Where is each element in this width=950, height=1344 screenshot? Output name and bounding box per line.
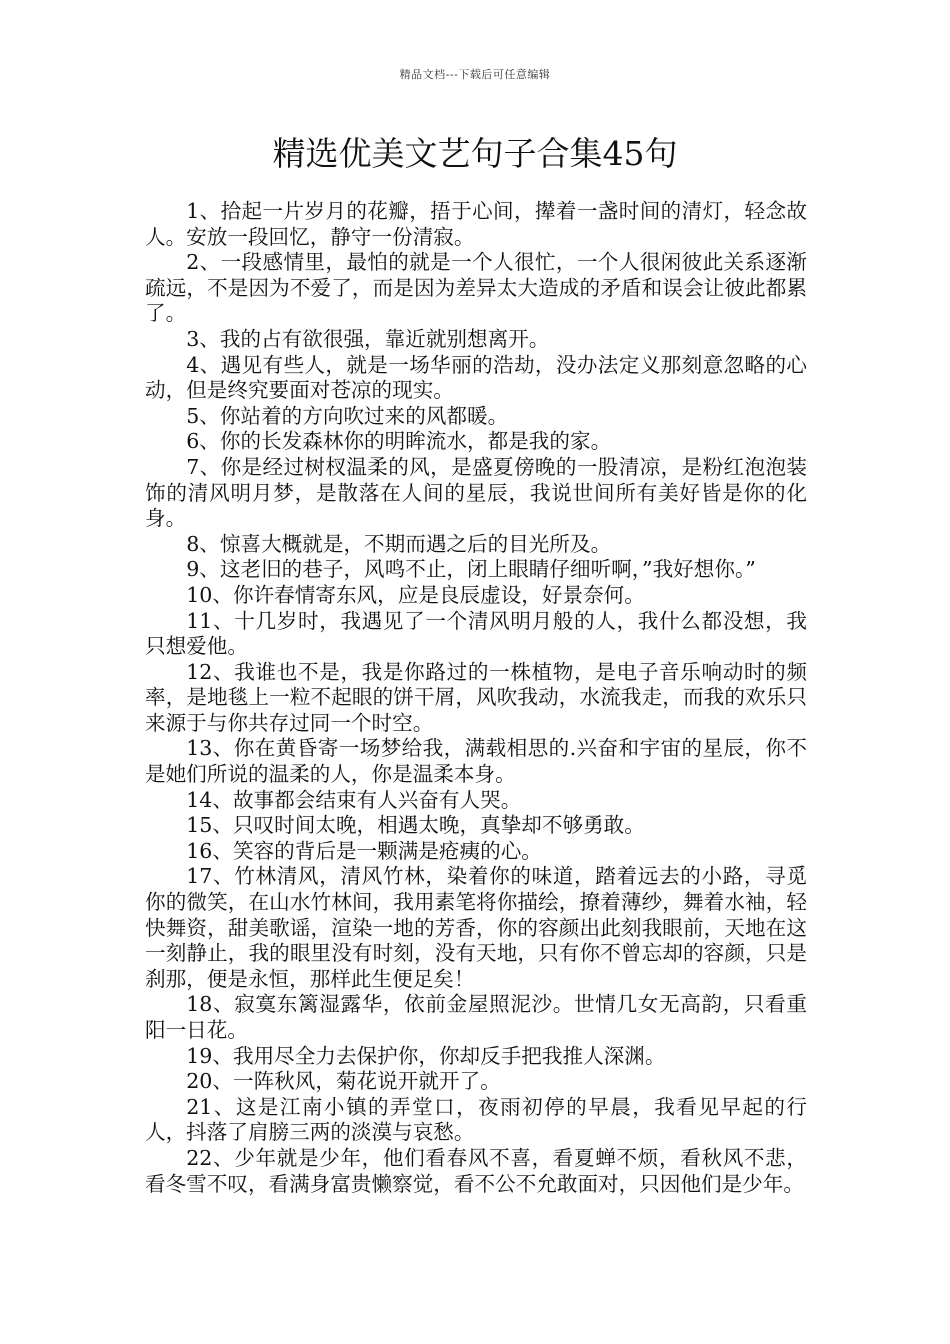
paragraph-21: 21、这是江南小镇的弄堂口，夜雨初停的早晨，我看见早起的行人，抖落了肩膀三两的淡漠与哀愁。 — [145, 1094, 807, 1145]
paragraph-5: 5、你站着的方向吹过来的风都暖。 — [186, 403, 509, 428]
paragraph-4: 4、遇见有些人，就是一场华丽的浩劫，没办法定义那刻意忽略的心动，但是终究要面对苍凉的现实。 — [145, 352, 807, 403]
paragraph-10: 10、你许春情寄东风，应是良辰虚设，好景奈何。 — [186, 582, 645, 607]
paragraph-15: 15、只叹时间太晚，相遇太晚，真挚却不够勇敢。 — [186, 813, 645, 838]
paragraph-20: 20、一阵秋风，菊花说开就开了。 — [186, 1069, 501, 1094]
page-header: 精品文档---下载后可任意编辑 — [399, 68, 551, 81]
paragraph-17: 17、竹林清风，清风竹林，染着你的味道，踏着远去的小路，寻觅你的微笑，在山水竹林间，我用素笔将你描绘，撩着薄纱，舞着水袖，轻快舞资，甜美歌谣，渲染一地的芳香，你的容颜出此刻我眼前，天地在这一刻静止，我的眼里没有时刻，没有天地，只有你不曾忘却的容颜，只是刹那，便是永恒，那样此生便足矣！ — [145, 864, 807, 991]
paragraph-11: 11、十几岁时，我遇见了一个清风明月般的人，我什么都没想，我只想爱他。 — [145, 608, 807, 659]
paragraph-12: 12、我谁也不是，我是你路过的一株植物，是电子音乐响动时的频率，是地毯上一粒不起眼的饼干屑，风吹我动，水流我走，而我的欢乐只来源于与你共存过同一个时空。 — [145, 659, 807, 735]
paragraph-16: 16、笑容的背后是一颗满是疮痍的心。 — [186, 838, 542, 863]
paragraph-18: 18、寂寞东篱湿露华，依前金屋照泥沙。世情几女无高韵，只看重阳一日花。 — [145, 992, 807, 1042]
paragraph-22: 22、少年就是少年，他们看春风不喜，看夏蝉不烦，看秋风不悲，看冬雪不叹，看满身富贵懒察觉，看不公不允敢面对，只因他们是少年。 — [145, 1145, 807, 1196]
paragraph-13: 13、你在黄昏寄一场梦给我，满载相思的.兴奋和宇宙的星辰，你不是她们所说的温柔的人，你是温柔本身。 — [145, 736, 807, 787]
paragraph-14: 14、故事都会结束有人兴奋有人哭。 — [186, 787, 522, 812]
document-title: 精选优美文艺句子合集45句 — [272, 134, 678, 173]
paragraph-9: 9、这老旧的巷子，风鸣不止，闭上眼睛仔细听啊，”我好想你。” — [186, 557, 756, 582]
paragraph-7: 7、你是经过树杈温柔的风，是盛夏傍晚的一股清凉，是粉红泡泡装饰的清风明月梦，是散落在人间的星辰，我说世间所有美好皆是你的化身。 — [145, 454, 807, 531]
document-body — [145, 199, 807, 1197]
paragraph-2: 2、一段感情里，最怕的就是一个人很忙，一个人很闲彼此关系逐渐疏远，不是因为不爱了，而是因为差异太大造成的矛盾和误会让彼此都累了。 — [145, 250, 807, 326]
paragraph-1: 1、拾起一片岁月的花瓣，捂于心间，撵着一盏时间的清灯，轻念故人。安放一段回忆，静守一份清寂。 — [145, 199, 807, 249]
paragraph-8: 8、惊喜大概就是，不期而遇之后的目光所及。 — [186, 531, 612, 556]
paragraph-19: 19、我用尽全力去保护你，你却反手把我推人深渊。 — [186, 1043, 666, 1068]
paragraph-3: 3、我的占有欲很强，靠近就别想离开。 — [186, 326, 550, 351]
paragraph-6: 6、你的长发森林你的明眸流水，都是我的家。 — [186, 429, 612, 454]
